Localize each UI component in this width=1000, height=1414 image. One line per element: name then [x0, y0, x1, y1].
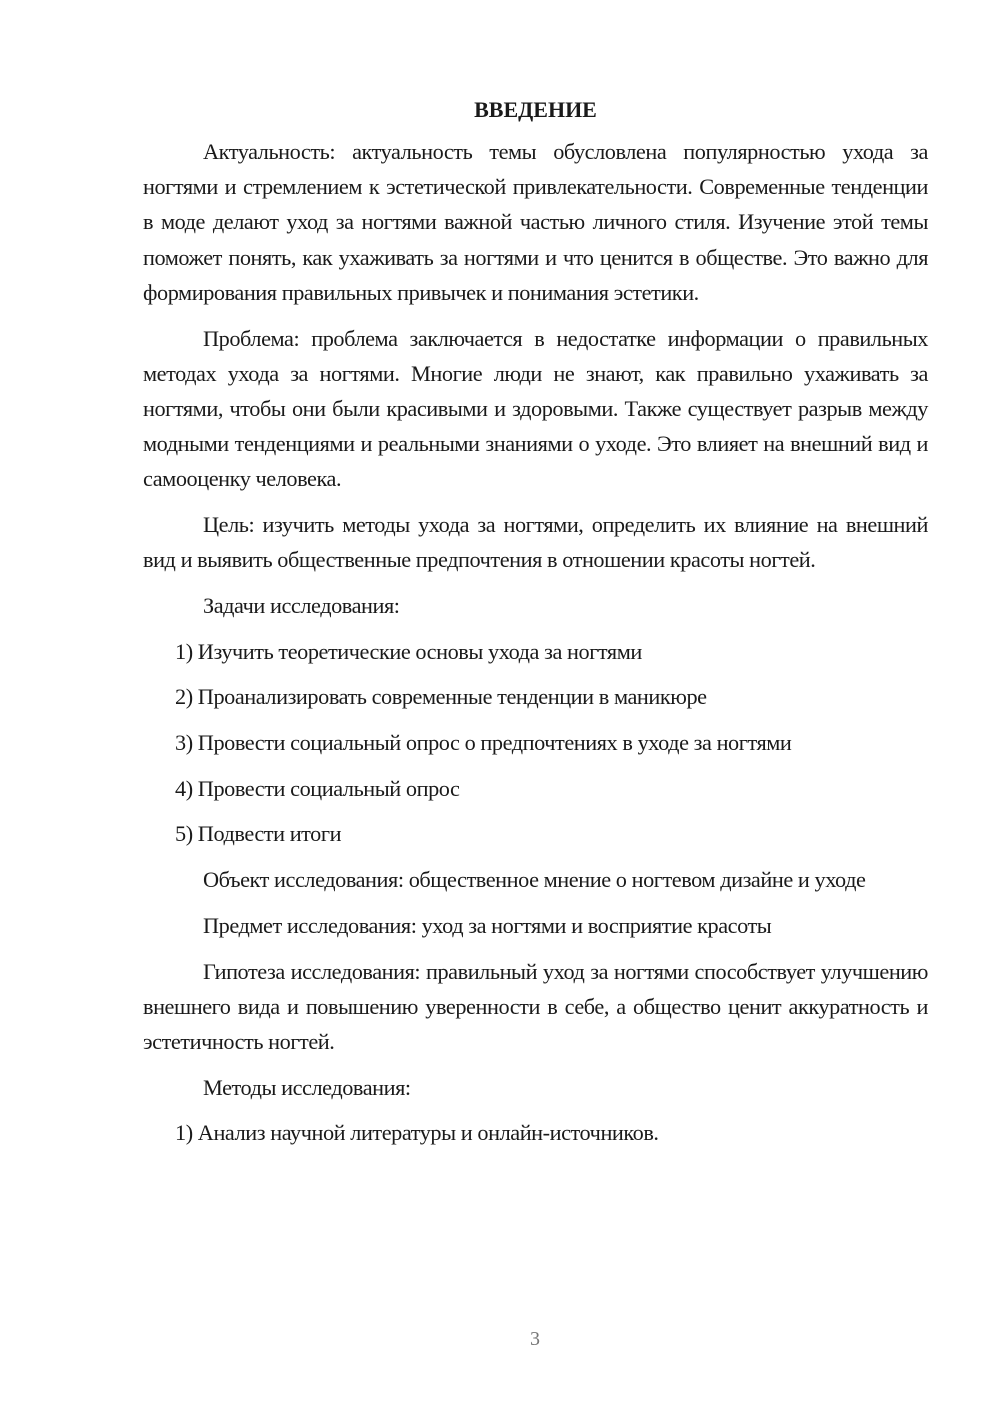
- method-item: 1) Анализ научной литературы и онлайн-источников.: [175, 1120, 659, 1146]
- paragraph-problem: Проблема: проблема заключается в недостатке информации о правильных методах ухода за ногтями. Многие люди не знают, как правильно ухаживать за ногтями, чтобы они были красивыми и здоровыми. Также существует разрыв между модными тенденциями и реальными знаниями о уходе. Это влияет на внешний вид и самооценку человека.: [143, 325, 928, 492]
- page-content: [143, 96, 928, 1161]
- methods-list: [143, 1115, 928, 1150]
- section-title: ВВЕДЕНИЕ: [474, 97, 597, 122]
- task-item: 3) Провести социальный опрос о предпочтениях в уходе за ногтями: [175, 730, 792, 756]
- paragraph-subject: Предмет исследования: уход за ногтями и восприятие красоты: [203, 912, 772, 938]
- page-number: 3: [530, 1328, 540, 1350]
- methods-heading: Методы исследования:: [203, 1074, 411, 1100]
- tasks-heading: Задачи исследования:: [203, 592, 400, 618]
- task-item: 5) Подвести итоги: [175, 821, 342, 847]
- paragraph-goal: Цель: изучить методы ухода за ногтями, определить их влияние на внешний вид и выявить общественные предпочтения в отношении красоты ногтей.: [143, 512, 928, 573]
- paragraph-relevance: Актуальность: актуальность темы обусловлена популярностью ухода за ногтями и стремлением к эстетической привлекательности. Современные тенденции в моде делают уход за ногтями важной частью личного стиля. Изучение этой темы поможет понять, как ухаживать за ногтями и что ценится в обществе. Это важно для формирования правильных привычек и понимания эстетики.: [143, 139, 928, 305]
- paragraph-hypothesis: Гипотеза исследования: правильный уход за ногтями способствует улучшению внешнего вида и повышению уверенности в себе, а общество ценит аккуратность и эстетичность ногтей.: [143, 958, 928, 1054]
- task-item: 4) Провести социальный опрос: [175, 775, 460, 801]
- paragraph-object: Объект исследования: общественное мнение о ногтевом дизайне и уходе: [203, 867, 866, 893]
- task-item: 2) Проанализировать современные тенденции в маникюре: [175, 684, 707, 710]
- tasks-list: [143, 634, 928, 852]
- task-item: 1) Изучить теоретические основы ухода за ногтями: [175, 638, 642, 664]
